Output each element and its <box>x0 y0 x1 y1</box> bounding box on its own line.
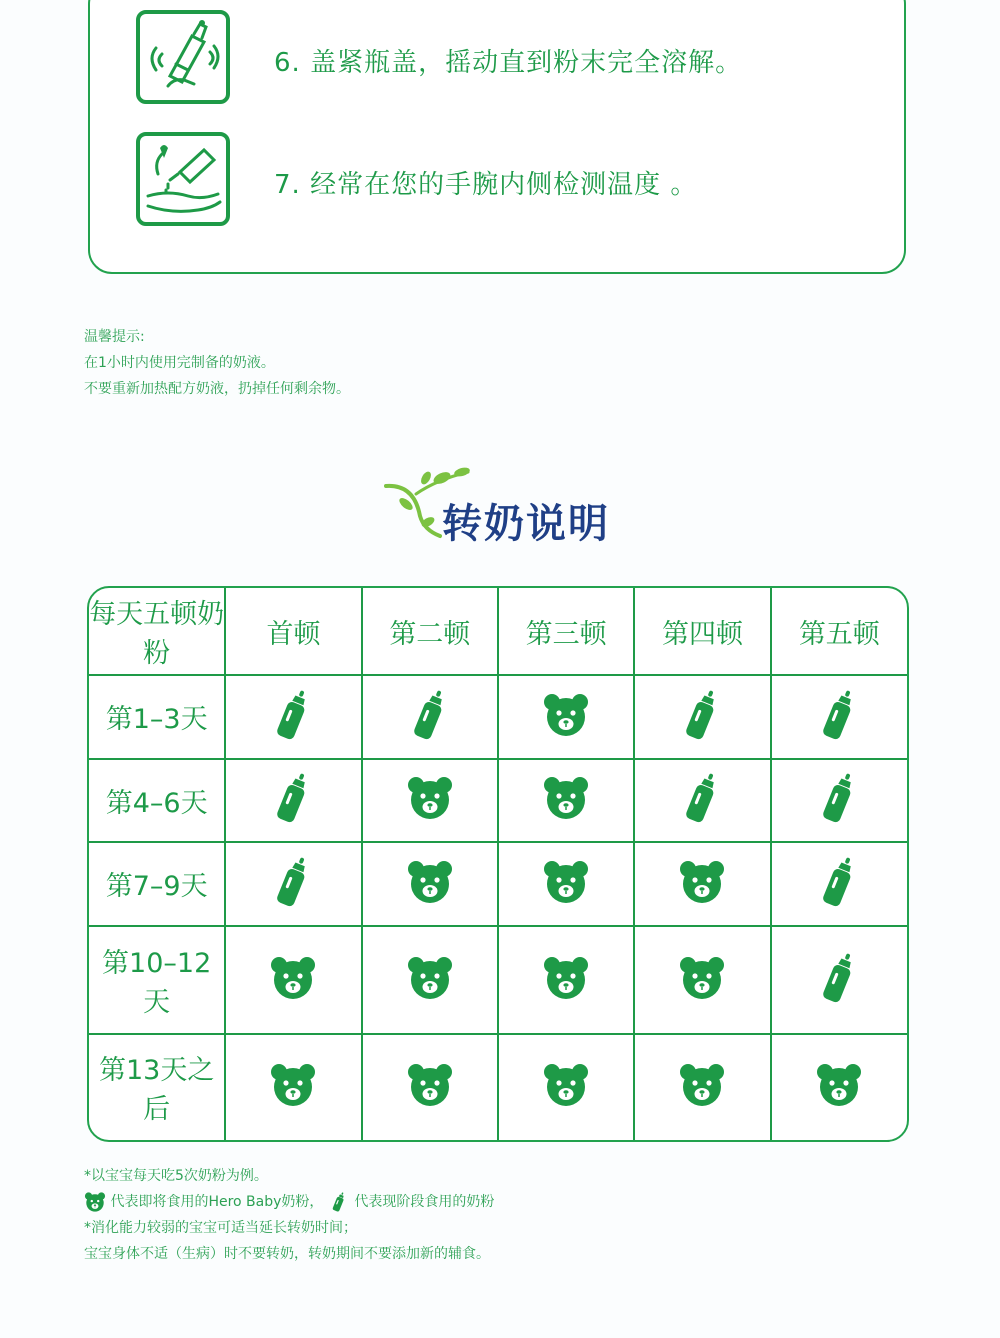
bottle-icon <box>678 770 726 826</box>
table-cell <box>225 842 361 926</box>
table-cell <box>362 675 498 759</box>
note-line-1: *以宝宝每天吃5次奶粉为例。 <box>84 1168 268 1184</box>
table-cell <box>498 1034 634 1141</box>
step-7 <box>136 132 876 232</box>
table-row <box>89 1034 907 1141</box>
bear-icon <box>542 687 590 743</box>
table-cell <box>634 926 770 1034</box>
table-row <box>89 926 907 1034</box>
bear-icon <box>269 1057 317 1113</box>
bear-icon <box>406 950 454 1006</box>
bear-icon <box>678 950 726 1006</box>
table-cell <box>634 675 770 759</box>
table-cell <box>225 759 361 843</box>
bottle-icon <box>269 854 317 910</box>
table-cell <box>771 675 907 759</box>
note-bottle-text: 代表现阶段食用的奶粉 <box>354 1194 495 1210</box>
bottle-icon <box>328 1191 350 1213</box>
table-cell <box>225 675 361 759</box>
step-7-text: 7. 经常在您的手腕内侧检测温度 。 <box>274 170 698 200</box>
table-cell <box>771 759 907 843</box>
table-cell <box>362 926 498 1034</box>
row-label: 第1–3天 <box>89 675 225 759</box>
shake-bottle-icon <box>136 10 230 104</box>
bottle-icon <box>815 854 863 910</box>
table-cell <box>771 842 907 926</box>
note-line-3: *消化能力较弱的宝宝可适当延长转奶时间； <box>84 1220 357 1236</box>
table-header: 第四顿 <box>634 588 770 675</box>
transition-table <box>87 586 909 1142</box>
bear-icon <box>815 1057 863 1113</box>
table-header: 第五顿 <box>771 588 907 675</box>
table-row <box>89 759 907 843</box>
bottle-icon <box>406 687 454 743</box>
step-6-text: 6. 盖紧瓶盖，摇动直到粉末完全溶解。 <box>274 48 743 78</box>
bottle-icon <box>269 687 317 743</box>
bear-icon <box>406 770 454 826</box>
notes-block <box>84 1163 494 1267</box>
table-cell <box>362 759 498 843</box>
bear-icon <box>678 854 726 910</box>
bear-icon <box>542 770 590 826</box>
table-header: 每天五顿奶粉 <box>89 588 225 675</box>
table-header: 第二顿 <box>362 588 498 675</box>
note-line-4: 宝宝身体不适（生病）时不要转奶，转奶期间不要添加新的辅食。 <box>84 1246 490 1262</box>
bear-icon <box>269 950 317 1006</box>
table-cell <box>498 842 634 926</box>
wrist-test-icon <box>136 132 230 226</box>
table-header: 首顿 <box>225 588 361 675</box>
table-cell <box>634 759 770 843</box>
note-line-2 <box>84 1189 494 1215</box>
step-6 <box>136 10 876 110</box>
bottle-icon <box>815 687 863 743</box>
table-cell <box>634 1034 770 1141</box>
table-cell <box>498 926 634 1034</box>
row-label: 第4–6天 <box>89 759 225 843</box>
note-bear-text: 代表即将食用的Hero Baby奶粉， <box>110 1194 324 1210</box>
tips-title: 温馨提示: <box>84 329 145 345</box>
table-row <box>89 842 907 926</box>
table-row <box>89 675 907 759</box>
preparation-steps-card <box>88 0 906 274</box>
table-cell <box>225 1034 361 1141</box>
bear-icon <box>406 854 454 910</box>
table-cell <box>634 842 770 926</box>
bottle-icon <box>815 950 863 1006</box>
row-label: 第13天之后 <box>89 1034 225 1141</box>
table-cell <box>498 759 634 843</box>
table-cell <box>225 926 361 1034</box>
tips-line-2: 不要重新加热配方奶液，扔掉任何剩余物。 <box>84 381 350 397</box>
section-title: 转奶说明 <box>442 501 610 547</box>
tips-block <box>84 324 350 402</box>
table-cell <box>498 675 634 759</box>
table-cell <box>771 926 907 1034</box>
bear-icon <box>542 1057 590 1113</box>
table-cell <box>362 1034 498 1141</box>
table-cell <box>771 1034 907 1141</box>
bottle-icon <box>269 770 317 826</box>
row-label: 第10–12天 <box>89 926 225 1034</box>
section-heading <box>380 464 630 547</box>
bottle-icon <box>815 770 863 826</box>
bottle-icon <box>678 687 726 743</box>
tips-line-1: 在1小时内使用完制备的奶液。 <box>84 355 275 371</box>
bear-icon <box>678 1057 726 1113</box>
table-header: 第三顿 <box>498 588 634 675</box>
bear-icon <box>406 1057 454 1113</box>
table-header-row <box>89 588 907 675</box>
row-label: 第7–9天 <box>89 842 225 926</box>
bear-icon <box>84 1191 106 1213</box>
bear-icon <box>542 854 590 910</box>
bear-icon <box>542 950 590 1006</box>
table-cell <box>362 842 498 926</box>
